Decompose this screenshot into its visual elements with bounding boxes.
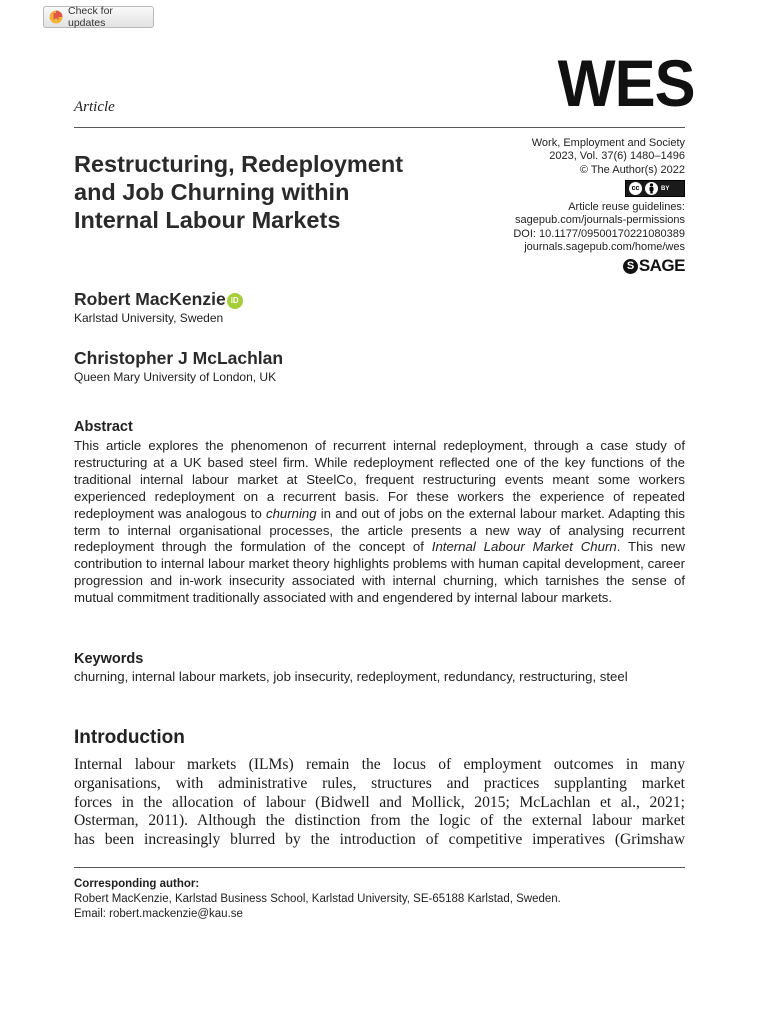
footer-rule <box>74 867 685 868</box>
abstract-text-part: This article explores the phenomenon of recurrent internal redeployment, through a case study of restructuring at a UK based steel firm. While redeployment reflected one of the key functions of the traditional internal labour market at SteelCo, frequent restructuring events meant some workers experienced redeployment on a recurrent basis. For these workers the experience of repeated redeployment was analogous to <box>74 438 685 521</box>
intro-line: Osterman, 2011). Although the distinction from the logic of the external labour market <box>74 812 685 830</box>
title-line: and Job Churning within <box>74 179 350 205</box>
permissions-link[interactable]: sagepub.com/journals-permissions <box>515 214 685 227</box>
crossmark-icon <box>49 10 63 24</box>
reuse-info <box>513 201 685 254</box>
article-title <box>74 150 494 234</box>
corresponding-email[interactable]: Email: robert.mackenzie@kau.se <box>74 908 243 920</box>
introduction-text <box>74 756 685 850</box>
keywords-text: churning, internal labour markets, job insecurity, redeployment, redundancy, restructuring, steel <box>74 669 628 684</box>
introduction-heading: Introduction <box>74 727 185 748</box>
journal-meta <box>532 137 685 177</box>
attribution-icon <box>645 182 658 195</box>
abstract-text-part: in and out of jobs on the external labour market. Adapting this term to internal organisational processes, the article presents a new way of analysing recurrent redeployment through the formulation of the concept of <box>74 505 685 555</box>
author-name: Christopher J McLachlan <box>74 348 284 368</box>
cc-license-badge[interactable] <box>625 180 685 197</box>
abstract-emphasis: Internal Labour Market Churn <box>431 539 617 555</box>
abstract-emphasis: churning <box>265 505 317 521</box>
orcid-icon[interactable]: iD <box>227 293 243 309</box>
cc-by-label: BY <box>661 185 670 192</box>
corresponding-heading: Corresponding author: <box>74 878 200 890</box>
intro-line: forces in the allocation of labour (Bidwell and Mollick, 2015; McLachlan et al., 2021; <box>74 793 685 811</box>
volume-info: 2023, Vol. 37(6) 1480–1496 <box>549 150 685 163</box>
sage-s-icon: S <box>623 259 638 274</box>
title-line: Restructuring, Redeployment <box>74 151 404 177</box>
abstract-text-part: . This new contribution to internal labour market theory highlights problems with human capital development, career progression and in-work insecurity associated with internal churning, which tarnishes the sense of mutual commitment traditionally associated with and engendered by internal labour markets. <box>74 539 685 606</box>
cc-icon: cc <box>629 182 642 195</box>
header-rule <box>74 127 685 128</box>
author-affiliation: Queen Mary University of London, UK <box>74 370 277 384</box>
intro-line: has been increasingly blurred by the introduction of competitive imperatives (Grimshaw <box>74 831 685 849</box>
corresponding-address: Robert MacKenzie, Karlstad Business School, Karlstad University, SE-65188 Karlstad, Sweden. <box>74 893 561 905</box>
journal-url[interactable]: journals.sagepub.com/home/wes <box>524 240 685 253</box>
author-name: Robert MacKenzie <box>74 289 226 309</box>
reuse-label: Article reuse guidelines: <box>568 201 685 213</box>
intro-line: organisations, with administrative rules, structures and practices supplanting market <box>74 774 685 792</box>
copyright: © The Author(s) 2022 <box>579 163 685 176</box>
publisher-name: SAGE <box>638 256 685 275</box>
title-line: Internal Labour Markets <box>74 207 341 233</box>
journal-logo: WES <box>557 46 695 120</box>
keywords-heading: Keywords <box>74 651 144 667</box>
author-affiliation: Karlstad University, Sweden <box>74 311 224 325</box>
abstract-heading: Abstract <box>74 419 133 435</box>
abstract-text <box>74 438 685 607</box>
publisher-logo <box>623 256 685 276</box>
doi[interactable]: DOI: 10.1177/09500170221080389 <box>513 227 685 240</box>
check-for-updates-label: Check for updates <box>68 5 113 29</box>
intro-line: Internal labour markets (ILMs) remain the locus of employment outcomes in many <box>74 756 685 773</box>
check-for-updates-button[interactable] <box>43 6 154 28</box>
article-type-label: Article <box>74 99 115 115</box>
journal-name: Work, Employment and Society <box>531 137 685 149</box>
author-1 <box>74 289 243 310</box>
